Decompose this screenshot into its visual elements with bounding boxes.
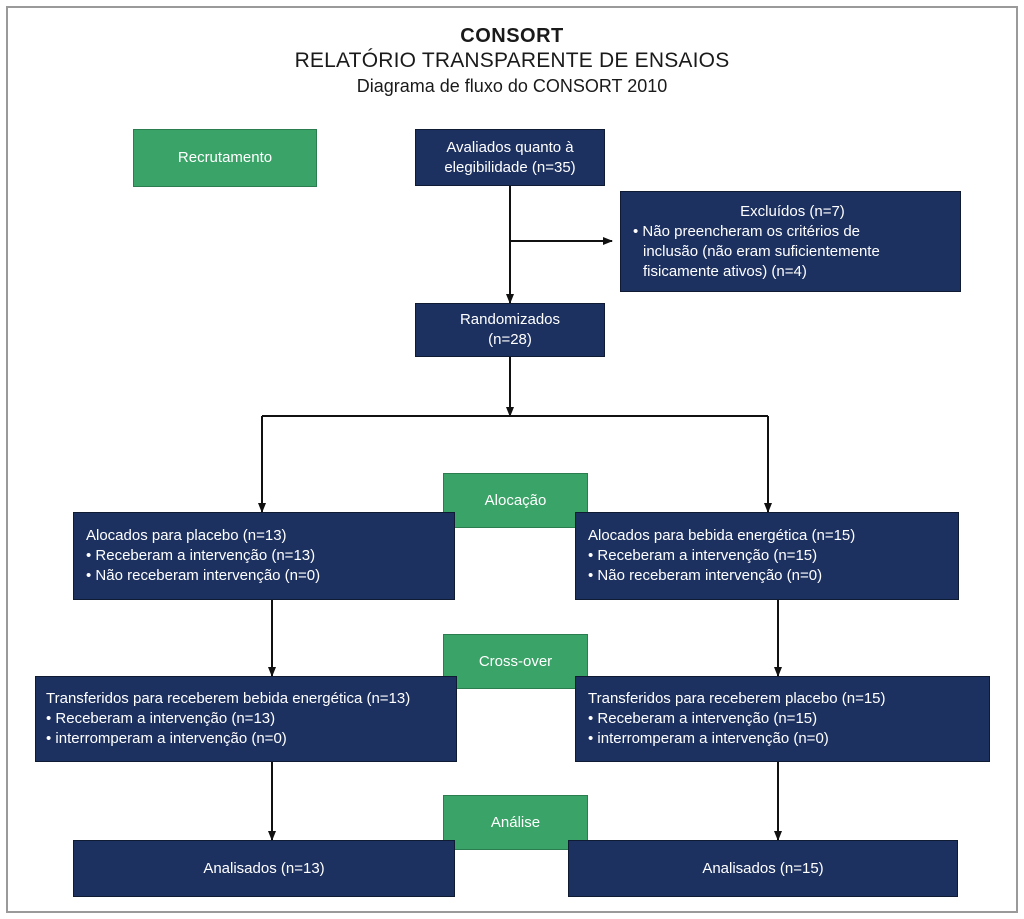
stage-allocation	[443, 473, 588, 528]
node-alloc-placebo-line-2: • Receberam a intervenção (n=13)	[86, 547, 316, 564]
node-excluded-line-1: Excluídos (n=7)	[740, 202, 845, 220]
node-alloc-energy-line-2: • Receberam a intervenção (n=15)	[588, 547, 818, 564]
node-cross-energy-line-3: • interromperam a intervenção (n=0)	[46, 730, 287, 747]
stage-crossover	[443, 634, 588, 689]
node-randomized	[415, 303, 605, 357]
node-analyzed-right-label: Analisados (n=15)	[702, 859, 824, 877]
stage-analysis-label: Análise	[490, 813, 541, 831]
node-excluded	[620, 191, 961, 292]
node-cross-energy-line-1: Transferidos para receberem bebida energética (n=13)	[46, 690, 411, 707]
stage-crossover-label: Cross-over	[478, 652, 553, 670]
node-cross-placebo-line-2: • Receberam a intervenção (n=15)	[588, 710, 818, 727]
node-assessed-line-2: elegibilidade (n=35)	[444, 158, 576, 176]
node-crossover-energy-drink	[35, 676, 457, 762]
node-randomized-line-2: (n=28)	[488, 331, 532, 348]
stage-allocation-label: Alocação	[484, 491, 547, 509]
node-cross-placebo-line-1: Transferidos para receberem placebo (n=15)	[588, 690, 886, 707]
node-alloc-placebo-line-3: • Não receberam intervenção (n=0)	[86, 567, 321, 584]
node-analyzed-left-label: Analisados (n=13)	[203, 859, 325, 877]
node-cross-placebo-line-3: • interromperam a intervenção (n=0)	[588, 730, 829, 747]
title-line-1: CONSORT	[460, 25, 564, 47]
node-allocation-placebo	[73, 512, 455, 600]
node-alloc-placebo-line-1: Alocados para placebo (n=13)	[86, 527, 287, 544]
title-line-2: RELATÓRIO TRANSPARENTE DE ENSAIOS	[294, 49, 730, 72]
diagram-title	[0, 24, 1024, 98]
node-analyzed-left	[73, 840, 455, 897]
node-excluded-line-2: • Não preencheram os critérios de	[633, 222, 861, 240]
node-crossover-placebo	[575, 676, 990, 762]
node-excluded-line-4: fisicamente ativos) (n=4)	[643, 262, 807, 280]
node-excluded-line-3: inclusão (não eram suficientemente	[643, 242, 880, 260]
node-analyzed-right	[568, 840, 958, 897]
node-alloc-energy-line-1: Alocados para bebida energética (n=15)	[588, 527, 856, 544]
node-allocation-energy-drink	[575, 512, 959, 600]
stage-recruitment-label: Recrutamento	[177, 149, 273, 166]
node-assessed-line-1: Avaliados quanto à	[446, 138, 574, 156]
node-cross-energy-line-2: • Receberam a intervenção (n=13)	[46, 710, 276, 727]
node-randomized-line-1: Randomizados	[459, 311, 561, 328]
node-alloc-energy-line-3: • Não receberam intervenção (n=0)	[588, 567, 823, 584]
title-line-3: Diagrama de fluxo do CONSORT 2010	[356, 76, 668, 96]
node-assessed-eligibility	[415, 129, 605, 186]
stage-analysis	[443, 795, 588, 850]
stage-recruitment	[133, 129, 317, 187]
